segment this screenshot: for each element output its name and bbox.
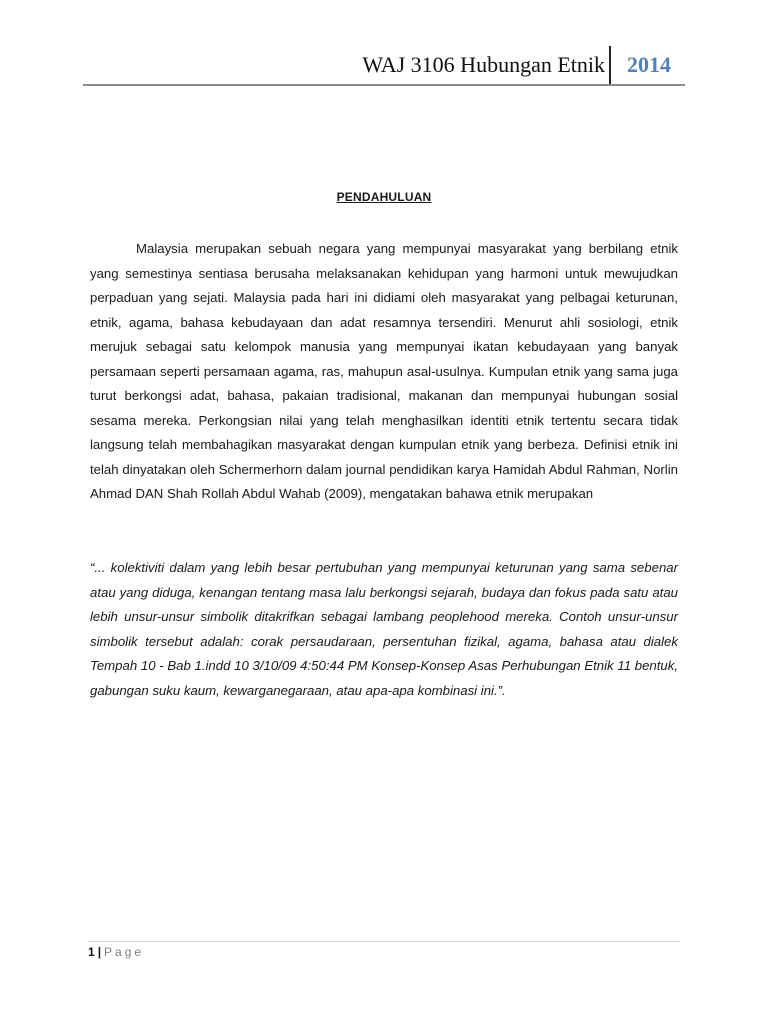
- header-divider: [609, 46, 611, 84]
- document-title: WAJ 3106 Hubungan Etnik: [362, 52, 605, 77]
- page-header: [83, 44, 685, 86]
- section-heading: PENDAHULUAN: [336, 190, 432, 204]
- intro-paragraph-text: Malaysia merupakan sebuah negara yang mempunyai masyarakat yang berbilang etnik yang semestinya sentiasa berusaha melaksanakan kehidupan yang harmoni untuk mewujudkan perpaduan yang sejati. Malaysia pada hari ini didiami oleh masyarakat yang pelbagai keturunan, etnik, agama, bahasa kebudayaan dan adat resamnya tersendiri. Menurut ahli sosiologi, etnik merujuk sebagai satu kelompok manusia yang mempunyai ikatan kebudayaan yang banyak persamaan seperti persamaan agama, ras, mahupun asal-usulnya. Kumpulan etnik yang sama juga turut berkongsi adat, bahasa, pakaian tradisional, makanan dan mempunyai hubungan sosial sesama mereka. Perkongsian nilai yang telah menghasilkan identiti etnik tertentu secara tidak langsung telah membahagikan masyarakat dengan kumpulan etnik yang berbeza. Definisi etnik ini telah dinyatakan oleh Schermerhorn dalam journal pendidikan karya Hamidah Abdul Rahman, Norlin Ahmad DAN Shah Rollah Abdul Wahab (2009), mengatakan bahawa etnik merupakan: [90, 241, 678, 501]
- page-number: 1: [88, 945, 95, 959]
- intro-paragraph: [90, 237, 678, 507]
- page-label: Page: [104, 945, 145, 959]
- document-year: 2014: [627, 52, 671, 77]
- page-footer: [88, 941, 680, 959]
- footer-separator: |: [97, 945, 102, 959]
- definition-quote: “... kolektiviti dalam yang lebih besar pertubuhan yang mempunyai keturunan yang sama sebenar atau yang diduga, kenangan tentang masa lalu berkongsi sejarah, budaya dan fokus pada satu atau lebih unsur-unsur simbolik ditakrifkan sebagai lambang peoplehood mereka. Contoh unsur-unsur simbolik tersebut adalah: corak persaudaraan, persentuhan fizikal, agama, bahasa atau dialek Tempah 10 - Bab 1.indd 10 3/10/09 4:50:44 PM Konsep-Konsep Asas Perhubungan Etnik 11 bentuk, gabungan suku kaum, kewarganegaraan, atau apa-apa kombinasi ini.”.: [90, 560, 678, 698]
